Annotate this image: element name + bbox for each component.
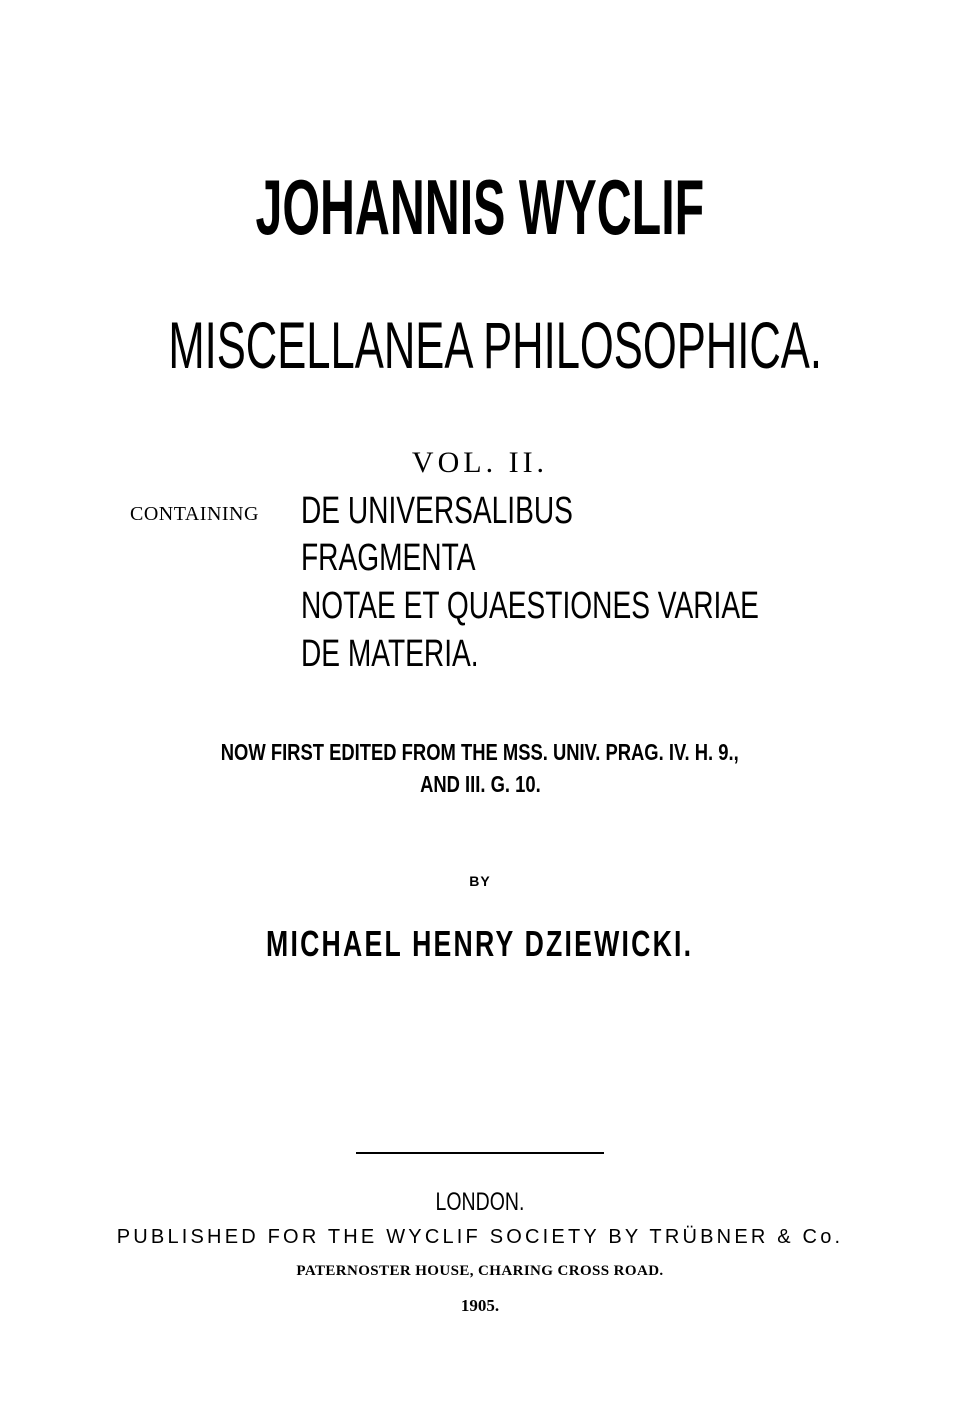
- imprint-city-text: LONDON.: [435, 1188, 525, 1216]
- author-title: [0, 163, 960, 251]
- by-label: BY: [469, 873, 491, 889]
- contents-item: [301, 539, 537, 577]
- edition-note-text: AND III. G. 10.: [419, 771, 541, 797]
- author-title-text: JOHANNIS WYCLIF: [255, 163, 705, 251]
- contents-item: [301, 587, 920, 625]
- volume-label: VOL. II.: [411, 446, 549, 479]
- contents-item-text: DE MATERIA.: [301, 633, 479, 675]
- editor-name-text: MICHAEL HENRY DZIEWICKI.: [266, 923, 694, 964]
- edition-note-line: [0, 773, 960, 796]
- editor-name: [0, 923, 960, 964]
- contents-item-text: DE UNIVERSALIBUS: [301, 490, 573, 532]
- contents-label: CONTAINING: [130, 503, 259, 525]
- imprint-city: [0, 1190, 960, 1215]
- edition-note-line: [0, 741, 960, 764]
- edition-note-text: NOW FIRST EDITED FROM THE MSS. UNIV. PRAG. IV. H. 9.,: [220, 739, 739, 765]
- contents-item-text: FRAGMENTA: [301, 537, 476, 579]
- contents-item: [301, 492, 668, 530]
- contents-item-text: NOTAE ET QUAESTIONES VARIAE: [301, 585, 759, 627]
- horizontal-rule: [356, 1152, 604, 1154]
- imprint-year: 1905.: [460, 1296, 500, 1315]
- work-title-text: MISCELLANEA PHILOSOPHICA.: [168, 308, 822, 382]
- imprint-publisher: PUBLISHED FOR THE WYCLIF SOCIETY BY TRÜBNER & Co.: [116, 1226, 844, 1248]
- contents-item: [301, 635, 541, 673]
- imprint-address: PATERNOSTER HOUSE, CHARING CROSS ROAD.: [296, 1263, 664, 1279]
- work-title: [0, 308, 960, 382]
